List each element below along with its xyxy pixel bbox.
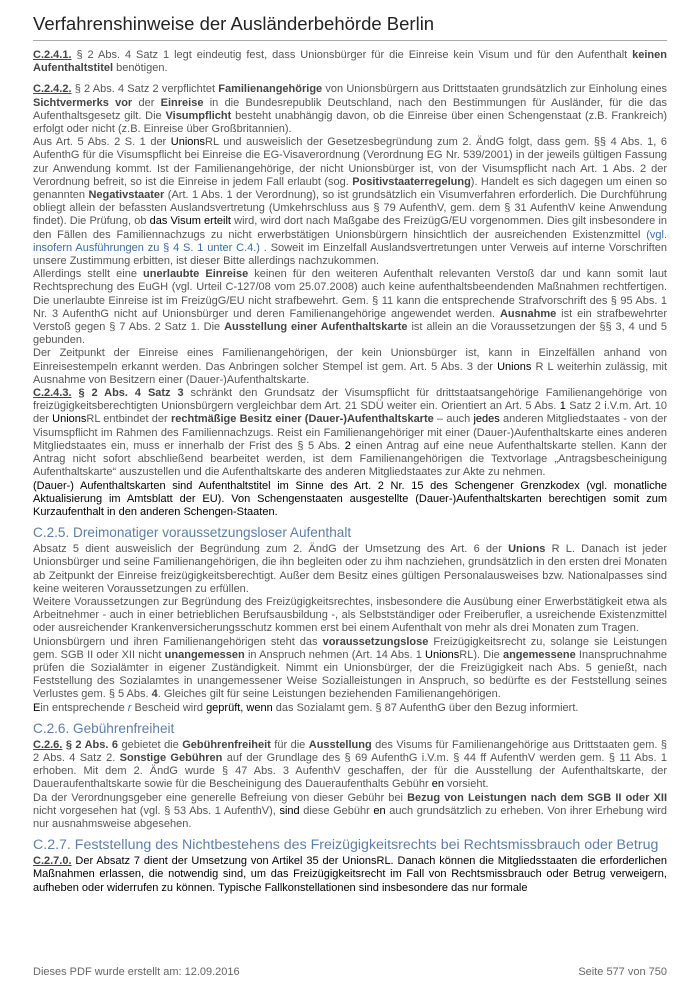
bold-text: § 2 Abs. 6: [65, 738, 118, 751]
paragraph: [33, 480, 667, 520]
text-run: Der Zeitpunkt der Einreise eines Familienangehörigen, der kein Unionsbürger ist, kann in Einzelfällen anhand von Einreisestempeln erkannt werden. Das Anbringen solcher Stempel ist gem. Art. 5 Abs. 3 der: [33, 347, 667, 373]
text-run: der: [132, 96, 161, 109]
bold-text: Ausstellung: [308, 738, 372, 751]
dark-text: Unions: [170, 136, 206, 149]
dark-text: sind: [279, 804, 300, 817]
paragraph: [33, 543, 667, 596]
page-title: Verfahrenshinweise der Ausländerbehörde Berlin: [33, 12, 667, 41]
text-run: von Unionsbürgern aus Drittstaaten grundsätzlich zur Einholung eines: [322, 83, 667, 96]
document-page: [33, 0, 667, 895]
bold-text: keinen Aufenthaltstitel: [33, 49, 667, 75]
text-run: Inanspruchnahme prüfen die Sozialämter in eigener Zuständigkeit. Nimmt ein Unionsbürger, der die Freizügigkeit nach Abs. 5 genießt, nach Feststellung des Sozialamtes in unangemessener Weise Sozialleistungen in Anspruch, so bedürfte es der Feststellung seines Verlustes gem. § 5 Abs.: [33, 648, 667, 701]
text-run: – auch: [433, 413, 474, 426]
text-run: Da der Verordnungsgeber eine generelle Befreiung von dieser Gebühr bei: [33, 791, 408, 804]
text-run: Unionsbürgern und ihren Familienangehörigen steht das: [33, 635, 323, 648]
text-run: schränkt den Grundsatz der Visumspflicht für drittstaatsangehörige Familienangehörige von freizügigkeitsberechtigten Unionsbürgern vergleichbar dem Art. 21 SDÜ weiter ein. Orientiert an Art. 5 Abs.: [33, 387, 668, 413]
bold-text: Einreise: [160, 96, 204, 109]
paragraph: [33, 83, 667, 136]
bold-text: Gebührenfreiheit: [182, 738, 271, 751]
bold-text: Ausnahme: [499, 307, 557, 320]
italic-text: r: [127, 701, 132, 714]
bold-text: Familienangehörige: [218, 83, 323, 96]
text-run: besteht unabhängig davon, ob die Einreise über einen Schengenstaat (z.B. Frankreich) erfolgt oder nicht (z.B. Einreise über Großbritannien).: [33, 109, 667, 136]
section-reference: C.2.7.0.: [33, 855, 72, 868]
text-run: . Gleiches gilt für seine Leistungen beziehenden Familienangehörigen.: [157, 688, 501, 701]
page-footer: [33, 966, 667, 978]
bold-text: angemessene: [502, 648, 576, 661]
dark-text: das Visum erteilt: [149, 215, 231, 228]
text-run: vorsieht.: [443, 778, 489, 791]
text-run: keinen für den weiteren Aufenthalt relevanten Verstoß dar und kann somit laut Rechtsprechung des EuGH (vgl. Urteil C-127/08 vom 25.07.2008) auch keine aufenthaltsbeendenden Maßnahmen rechtfertigen. Die unerlaubte Einreise ist im FreizügG/EU nicht strafbewehrt. Gem. § 11 kann die entsprechende Strafvorschrift des § 95 Abs. 1 Nr. 3 AufenthG nicht auf Unionsbürger und deren Familienangehörige angewendet werden.: [33, 268, 667, 320]
text-run: R L weiterhin zulässig, mit Ausnahme von Besitzern einer (Dauer-)Aufenthaltskarte.: [33, 360, 668, 386]
text-run: Bescheid wird: [131, 701, 207, 714]
paragraph: [33, 49, 667, 75]
dark-text: (Dauer-) Aufenthaltskarten sind Aufenthaltstitel im Sinne des Art. 2 Nr. 15 des Schengener Grenzkodex (vgl. monatliche Aktualisierung im Amtsblatt der EU). Von Schengenstaaten ausgestellte (Dauer-)Aufenthaltskarten berechtigen somit zum Kurzaufenthalt in den anderen Schengen-Staaten.: [33, 479, 667, 518]
text-run: Freizügigkeitsrecht zu, solange sie Leistungen gem. SGB II oder XII nicht: [33, 635, 668, 661]
text-run: gebietet die: [118, 738, 183, 751]
text-run: diese Gebühr: [299, 804, 374, 817]
text-run: Weitere Voraussetzungen zur Begründung des Freizügigkeitsrechtes, insbesondere die Ausübung einer Erwerbstätigkeit etwa als Arbeitnehmer - auch in einer betrieblichen Berufsausbildung -, als Selbstständiger oder Freiberufler, a usreichende Existenzmittel oder ausreichender Krankenversicherungsschutz kommen erst bei einem Aufenthalt von mehr als drei Monaten zum Tragen.: [33, 595, 667, 635]
paragraph: [33, 136, 667, 268]
text-run: Satz 2 i.V.m. Art. 10 der: [33, 400, 667, 426]
text-run: § 2 Abs. 4 Satz 2 verpflichtet: [71, 83, 219, 96]
dark-text: en: [431, 778, 444, 791]
paragraph: [33, 792, 667, 832]
section-reference: C.2.4.1.: [33, 49, 72, 61]
bold-text: § 2 Abs. 4 Satz 3: [78, 387, 184, 400]
dark-text: Unions: [52, 413, 87, 426]
text-run: (Art. 1 Abs. 1 der Verordnung), so ist grundsätzlich ein Visumverfahren erforderlich. Die Durchführung obliegt allein der befassten Auslandsvertretung (Umkehrschluss aus § 79 AufenthV, gem. dem § 31 AufenthV keine Anwendung findet). Die Prüfung, ob: [33, 189, 668, 228]
section-reference: C.2.4.2.: [33, 83, 72, 96]
dark-text: E: [33, 701, 41, 714]
text-run: wird, wird dort nach Maßgabe des FreizügG/EU vorgenommen. Dies gilt insbesondere in den Fällen des Familiennachzugs zu nicht erwerbstätigen Unionsbürgern hinsichtlich der ausreichenden Existenzmittel: [33, 215, 668, 241]
text-run: in Anspruch nehmen (Art. 14 Abs. 1: [244, 648, 426, 661]
section-heading: C.2.7. Feststellung des Nichtbestehens des Freizügigkeitsrechts bei Rechtsmissbrauch oder Betrug: [33, 837, 659, 854]
text-run: . Soweit im Einzelfall Auslandsvertretungen unter Verweis auf interne Vorschriften unsere Zustimmung erbitten, ist dieser Bitte allerdings nachzukommen.: [33, 241, 668, 268]
bold-text: Visumpflicht: [165, 109, 232, 122]
dark-text: jedes: [473, 413, 500, 426]
bold-text: Unions: [508, 543, 546, 556]
text-run: auf der Grundlage des § 69 AufenthG i.V.m. § 44 ff AufenthV werden gem. § 11 Abs. 1 erhoben. Mit dem 2. ÄndG wurde § 47 Abs. 3 AufenthV geschaffen, der für die Ausstellung der Aufenthaltskarte, der Daueraufenthaltskarte sowie für die Bescheinigung des Daueraufenthalts Gebühr: [33, 751, 667, 791]
section-reference: C.2.6.: [33, 738, 63, 751]
bold-text: Ausstellung einer Aufenthaltskarte: [224, 321, 408, 334]
bold-text: unangemessen: [164, 648, 245, 661]
dark-text: 2: [344, 439, 351, 452]
paragraph: [33, 387, 667, 479]
paragraph: [33, 268, 667, 347]
text-run: RL entbindet der: [86, 413, 171, 426]
text-run: ist allein an die Voraussetzungen der §§ 3, 4 und 5 gebunden.: [33, 321, 668, 347]
text-run: in entsprechende: [40, 701, 128, 714]
text-run: Aus Art. 5 Abs. 2 S. 1 der: [33, 136, 171, 149]
text-run: Der Absatz 7 dient der Umsetzung von Artikel 35 der UnionsRL. Danach können die Mitgliedsstaaten die erforderlichen Maßnahmen erlassen, die notwendig sind, um das Freizügigkeitsrecht im Fall von Rechtsmissbrauch oder Betrug verweigern, aufheben oder widerrufen zu können. Typische Fallkonstellationen sind insbesondere das nur formale: [33, 855, 667, 894]
paragraph: [33, 636, 667, 702]
document-body: [33, 49, 667, 895]
text-run: Allerdings stellt eine: [33, 268, 144, 281]
bold-text: Sichtvermerks vor: [33, 96, 133, 109]
text-run: ). Handelt es sich dagegen um einen so genannten: [33, 175, 667, 202]
dark-text: en: [373, 804, 386, 817]
text-run: auch grundsätzlich zu erheben. Von ihrer Erhebung wird nur ausnahmsweise abgesehen.: [33, 804, 668, 830]
cross-reference-link[interactable]: (vgl. insofern Ausführungen zu § 4 S. 1 unter C.4.): [33, 228, 667, 254]
text-run: § 2 Abs. 4 Satz 1 legt eindeutig fest, dass Unionsbürger für die Einreise kein Visum und für den Aufenthalt: [71, 49, 633, 61]
paragraph: [33, 596, 667, 636]
section-heading: C.2.5. Dreimonatiger voraussetzungsloser Aufenthalt: [33, 525, 352, 541]
section-heading: C.2.6. Gebührenfreiheit: [33, 720, 175, 736]
text-run: das Sozialamt gem. § 87 AufenthG über den Bezug informiert.: [272, 701, 579, 714]
dark-text: 1: [559, 400, 566, 413]
text-run: benötigen.: [113, 62, 168, 75]
bold-text: voraussetzungslose: [322, 635, 429, 648]
bold-text: unerlaubte Einreise: [143, 268, 249, 281]
text-run: RL). Die: [459, 648, 503, 661]
text-run: ist ein strafbewehrter Verstoß gegen § 7 Abs. 2 Satz 1. Die: [33, 307, 668, 334]
bold-text: Sonstige Gebühren: [119, 751, 223, 764]
text-run: des Visums für Familienangehörige aus Drittstaaten gem. § 2 Abs. 4 Satz 2.: [33, 738, 667, 764]
paragraph: [33, 347, 667, 387]
text-run: RL und ausweislich der Gesetzesbegründung zum 2. ÄndG folgt, dass gem. §§ 4 Abs. 1, 6 AufenthG für die Visumspflicht bei Einreise die EG-Visaverordnung (Verordnung EG Nr. 539/2001) in der jeweils gültigen Fassung zur Anwendung kommt. Ist der Familienangehörige, der nicht Unionsbürger ist, von der Visumspflicht nach Art. 1 Abs. 2 der Verordnung befreit, so ist die Einreise in jedem Fall erlaubt (sog.: [33, 136, 667, 188]
bold-text: Bezug von Leistungen nach dem SGB II oder XII: [407, 791, 667, 804]
text-run: Absatz 5 dient ausweislich der Begründung zum 2. ÄndG der Umsetzung des Art. 6 der: [33, 543, 509, 556]
text-run: für die: [270, 738, 309, 751]
footer-created-date: Dieses PDF wurde erstellt am: 12.09.2016: [33, 966, 240, 978]
dark-text: Unions: [497, 360, 532, 373]
bold-text: rechtmäßige Besitz einer (Dauer-)Aufenthaltskarte: [170, 413, 434, 426]
paragraph: [33, 855, 667, 895]
paragraph: [33, 739, 667, 792]
text-run: einen Antrag auf eine neue Aufenthaltskarte stellen. Kann der Antrag nicht sofort abschließend bearbeitet werden, ist dem Familienangehörigen die Textvorlage „Antragsbescheinigung Aufenthaltskarte“ auszustellen und die Aufenthaltskarte des anderen Mitgliedstaates zur Akte zu nehmen.: [33, 439, 667, 479]
text-run: R L. Danach ist jeder Unionsbürger und seine Familienangehörigen, die ihn begleiten oder zu ihm nachziehen, grundsätzlich in den ersten drei Monaten ab Zeitpunkt der Einreise freizügigkeitsberechtigt. Außer dem Besitz eines gültigen Personalausweises bzw. Nationalpasses sind keine weiteren Voraussetzungen zu erfüllen.: [33, 543, 667, 595]
bold-text: 4: [151, 688, 158, 701]
text-run: nicht vorgesehen hat (vgl. § 53 Abs. 1 AufenthV),: [33, 804, 280, 817]
bold-text: Positivstaaterregelung: [352, 175, 471, 188]
text-run: in die Bundesrepublik Deutschland, nach den Bestimmungen für Ausländer, für die das Aufenthaltsgesetz gilt. Die: [33, 96, 667, 122]
footer-page-number: Seite 577 von 750: [578, 966, 667, 978]
text-run: anderen Mitgliedstaates - von der Visumspflicht im Rahmen des Familiennachzugs. Reist ein Familienangehöriger mit einer (Dauer-)Aufenthaltskarte eines anderen Mitgliedstaates ein, muss er innerhalb der Frist des § 5 Abs.: [33, 413, 667, 452]
section-reference: C.2.4.3.: [33, 387, 72, 400]
paragraph: [33, 702, 667, 715]
bold-text: Negativstaater: [88, 189, 165, 202]
dark-text: Unions: [425, 648, 460, 661]
dark-text: geprüft, wenn: [206, 701, 273, 714]
